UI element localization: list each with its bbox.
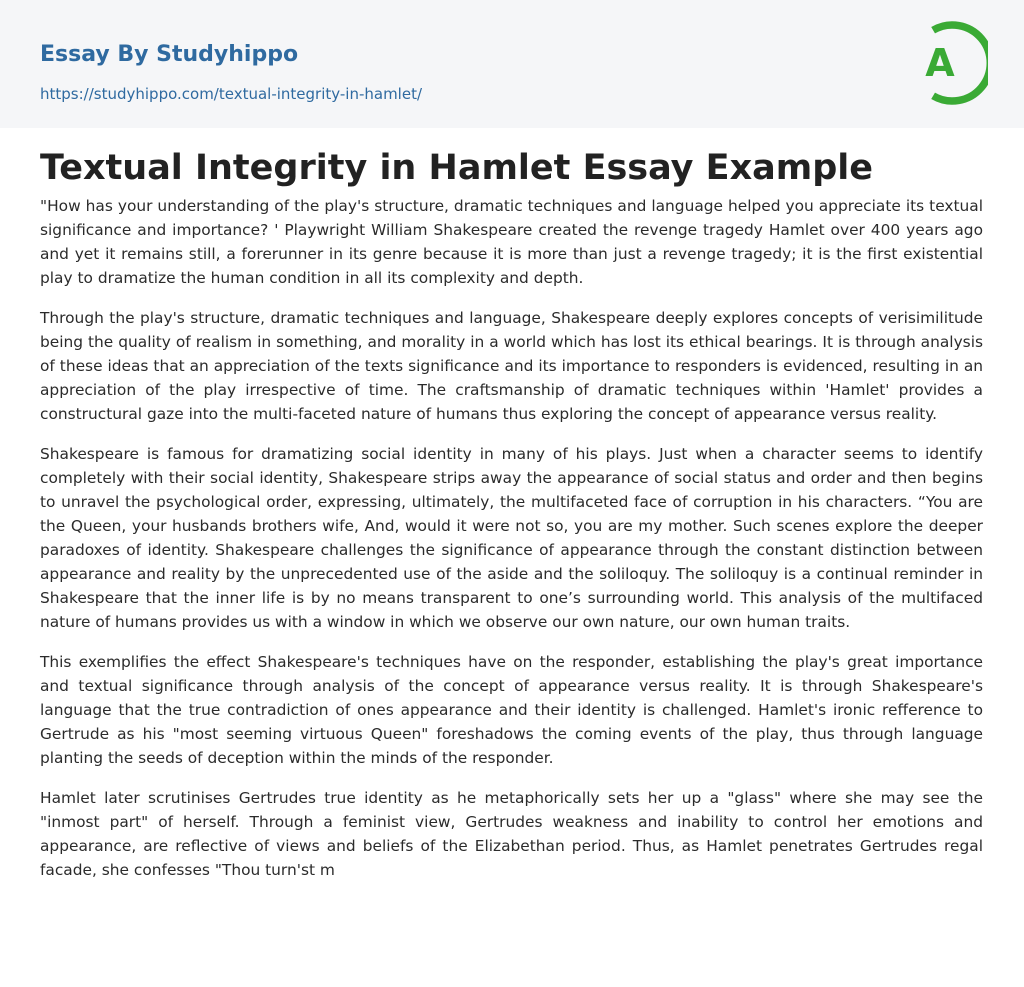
essay-paragraph: Through the play's structure, dramatic techniques and language, Shakespeare deeply explores concepts of verisimilitude being the quality of realism in something, and morality in a world which has lost its ethical bearings. It is through analysis of these ideas that an appreciation of the texts significance and its importance to responders is evidenced, resulting in an appreciation of the play irrespective of time. The craftsmanship of dramatic techniques within 'Hamlet' provides a constructural gaze into the multi-faceted nature of humans thus exploring the concept of appearance versus reality. (40, 309, 983, 423)
page-title: Textual Integrity in Hamlet Essay Example (40, 148, 874, 188)
logo-letter: A (925, 41, 955, 85)
site-header (0, 0, 1024, 128)
essay-paragraph: Shakespeare is famous for dramatizing social identity in many of his plays. Just when a character seems to identify completely with their social identity, Shakespeare strips away the appearance of social status and order and then begins to unravel the psychological order, expressing, ultimately, the multifaceted face of corruption in his characters. “You are the Queen, your husbands brothers wife, And, would it were not so, you are my mother. Such scenes explore the deeper paradoxes of identity. Shakespeare challenges the significance of appearance through the constant distinction between appearance and reality by the unprecedented use of the aside and the soliloquy. The soliloquy is a continual reminder in Shakespeare that the inner life is by no means transparent to one’s surrounding world. This analysis of the multifaced nature of humans provides us with a window in which we observe our own nature, our own human traits. (40, 445, 983, 631)
essay-paragraph: Hamlet later scrutinises Gertrudes true identity as he metaphorically sets her up a "glass" where she may see the "inmost part" of herself. Through a feminist view, Gertrudes weakness and inability to control her emotions and appearance, are reflective of views and beliefs of the Elizabethan period. Thus, as Hamlet penetrates Gertrudes regal facade, she confesses "Thou turn'st m (40, 789, 983, 879)
studyhippo-logo-icon[interactable] (910, 18, 988, 108)
essay-paragraph: "How has your understanding of the play's structure, dramatic techniques and language helped you appreciate its textual significance and importance? ' Playwright William Shakespeare created the revenge tragedy Hamlet over 400 years ago and yet it remains still, a forerunner in its genre because it is more than just a revenge tragedy; it is the first existential play to dramatize the human condition in all its complexity and depth. (40, 197, 983, 287)
article-url-link[interactable]: https://studyhippo.com/textual-integrity-in-hamlet/ (40, 85, 423, 103)
site-brand[interactable]: Essay By Studyhippo (40, 42, 299, 67)
essay-body (40, 194, 983, 898)
essay-paragraph: This exemplifies the effect Shakespeare's techniques have on the responder, establishing the play's great importance and textual significance through analysis of the concept of appearance versus reality. It is through Shakespeare's language that the true contradiction of ones appearance and their identity is challenged. Hamlet's ironic refference to Gertrude as his "most seeming virtuous Queen" foreshadows the coming events of the play, thus through language planting the seeds of deception within the minds of the responder. (40, 653, 983, 767)
